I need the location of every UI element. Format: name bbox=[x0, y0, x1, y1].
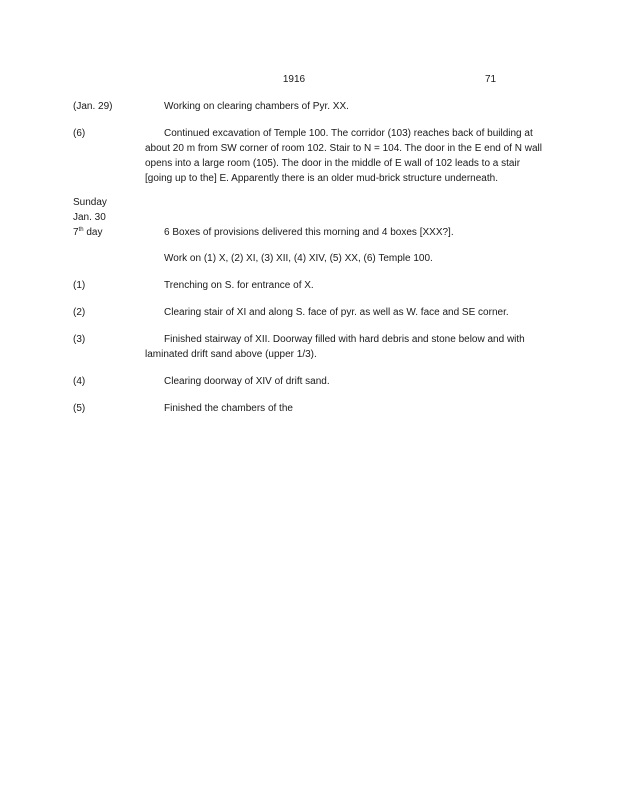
entry-label: (2) bbox=[73, 307, 86, 318]
entry-label-day-suffix: th bbox=[78, 227, 84, 233]
entry-label-weekday: Sunday bbox=[73, 197, 107, 208]
entry-label-date bbox=[73, 195, 143, 240]
entry-text: Trenching on S. for entrance of X. bbox=[164, 280, 314, 291]
page-number: 71 bbox=[485, 74, 497, 85]
entry-label-day-word: day bbox=[83, 227, 103, 238]
entry-label: (5) bbox=[73, 403, 86, 414]
entry-label: (4) bbox=[73, 376, 86, 387]
entry-text: Continued excavation of Temple 100. The corridor (103) reaches back of building at about 20 m from SW corner of room 102. Stair to N = 104. The door in the E end of N wall opens into a large room (105). The door in the middle of E wall of 102 leads to a stair [going up to the] E. Apparently there is an older mud-brick structure underneath. bbox=[145, 128, 542, 184]
entry-text: Working on clearing chambers of Pyr. XX. bbox=[164, 101, 349, 112]
entry-label-date-line: Jan. 30 bbox=[73, 212, 106, 223]
entry-text: Finished stairway of XII. Doorway filled with hard debris and stone below and with laminated drift sand above (upper 1/3). bbox=[145, 334, 525, 360]
entry-label: (3) bbox=[73, 334, 86, 345]
entry-label: (1) bbox=[73, 280, 86, 291]
entry-text: Clearing stair of XI and along S. face of pyr. as well as W. face and SE corner. bbox=[164, 307, 509, 318]
entry-text: 6 Boxes of provisions delivered this morning and 4 boxes [XXX?]. bbox=[164, 227, 454, 238]
entry-label-day-number: 7 bbox=[73, 227, 79, 238]
header-year: 1916 bbox=[282, 74, 306, 85]
entry-label: (Jan. 29) bbox=[73, 101, 113, 112]
entry-label: (6) bbox=[73, 128, 86, 139]
entry-label-day bbox=[73, 225, 143, 240]
entry-text: Clearing doorway of XIV of drift sand. bbox=[164, 376, 330, 387]
entry-text: Work on (1) X, (2) XI, (3) XII, (4) XIV, (5) XX, (6) Temple 100. bbox=[164, 253, 433, 264]
entry-text: Finished the chambers of the bbox=[164, 403, 293, 414]
